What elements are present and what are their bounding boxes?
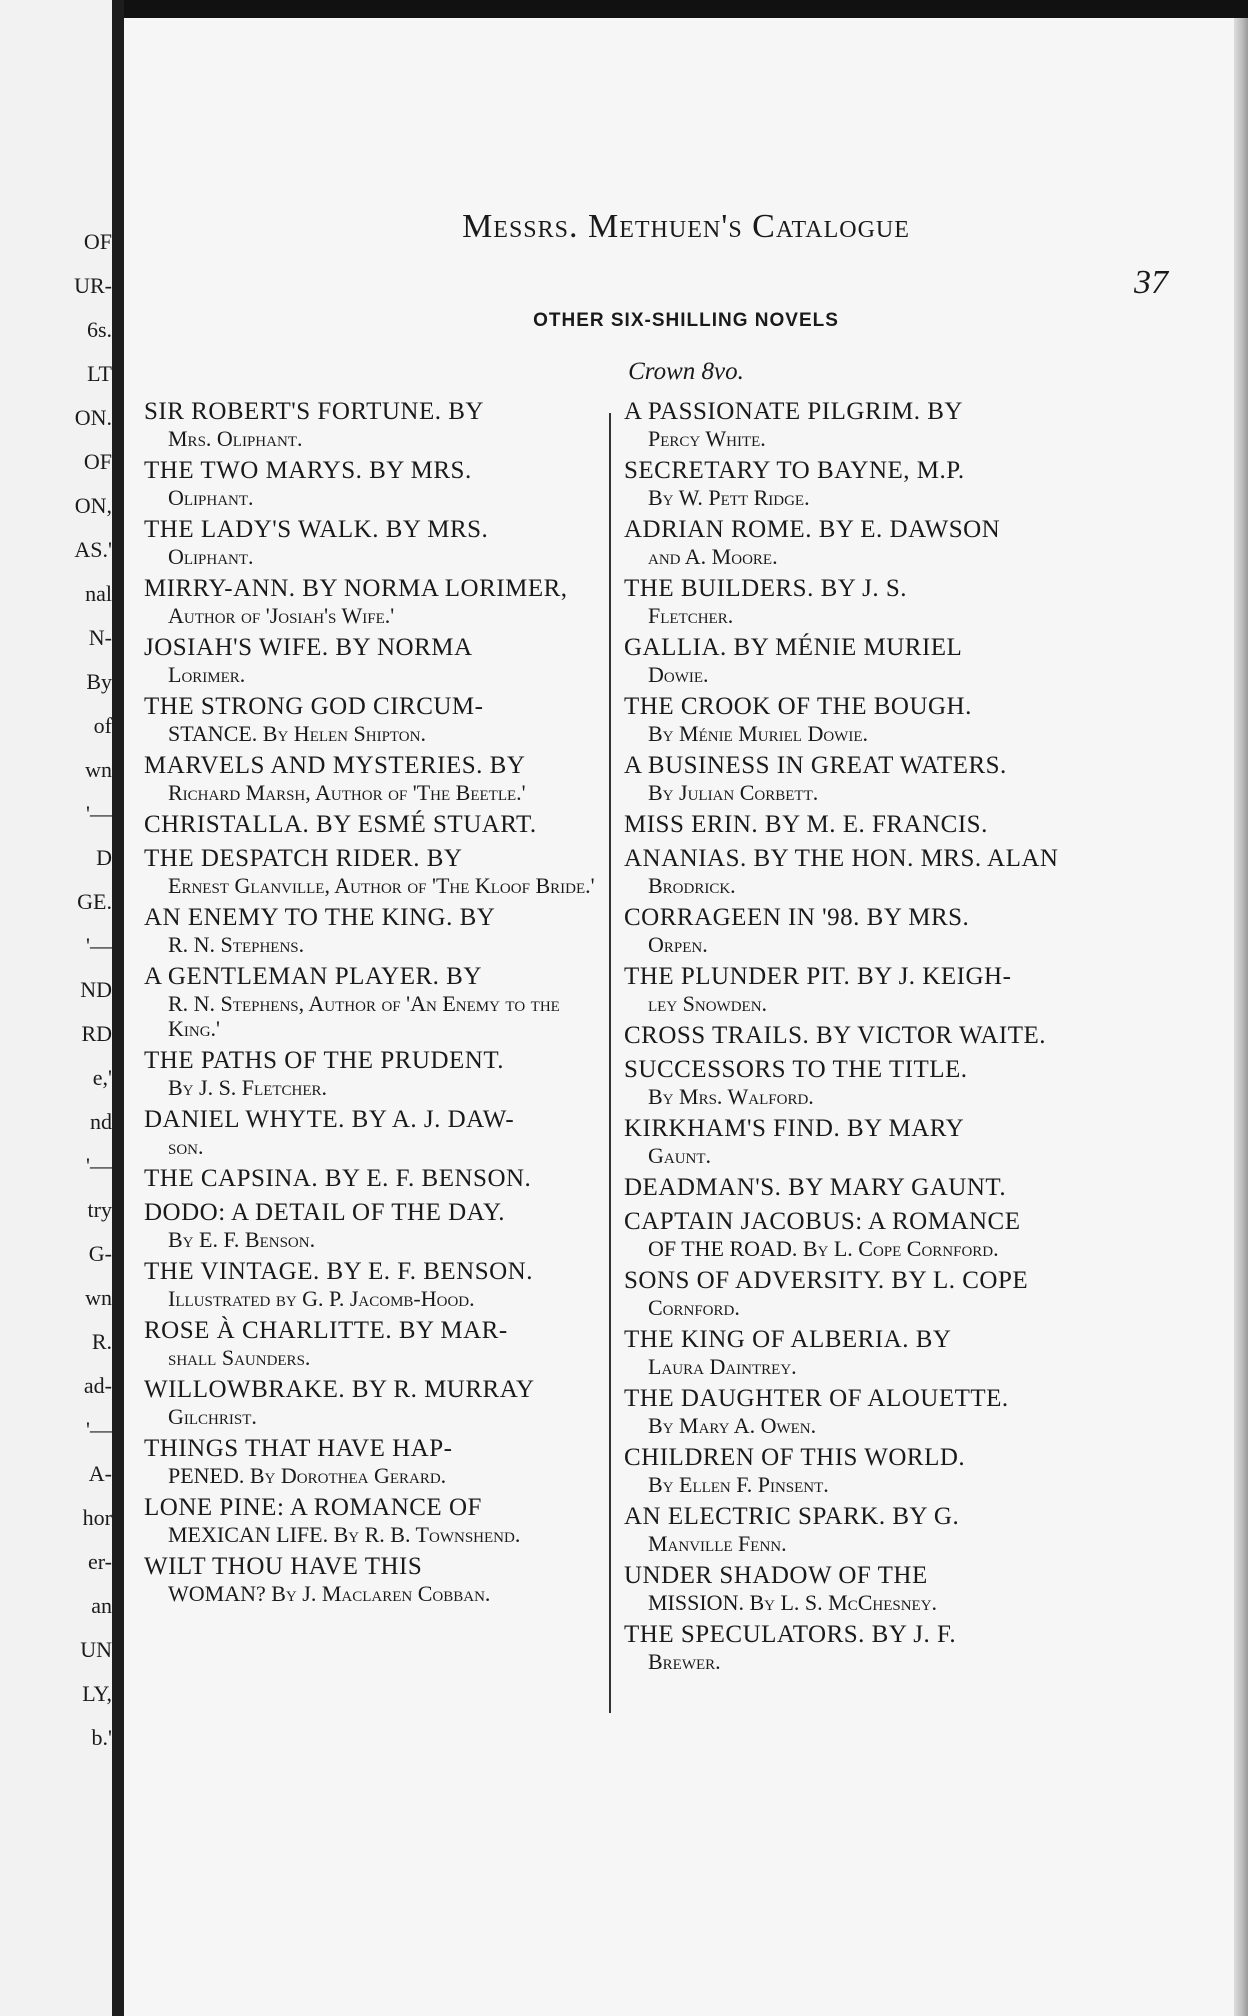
book-title: LONE PINE: A ROMANCE OF [144,1494,482,1521]
book-entry [624,634,1084,687]
margin-fragment: OF [83,449,112,474]
book-author: Laura Daintrey. [648,1354,797,1379]
book-entry [624,963,1084,1016]
book-title: ANANIAS. BY THE HON. MRS. ALAN [624,845,1059,872]
book-author: By Ellen F. Pinsent. [648,1472,829,1497]
margin-fragment: wn [85,757,112,782]
book-title: THE DAUGHTER OF ALOUETTE. [624,1385,1009,1412]
book-title: CAPTAIN JACOBUS: A ROMANCE [624,1208,1021,1235]
book-entry [624,575,1084,628]
margin-fragment: b.' [91,1725,112,1750]
book-entry [144,1199,604,1252]
book-title: AN ELECTRIC SPARK. BY G. [624,1503,960,1530]
book-title: SONS OF ADVERSITY. BY L. COPE [624,1267,1029,1294]
book-entry [624,1503,1084,1556]
book-title: ROSE À CHARLITTE. BY MAR- [144,1317,508,1344]
book-title: MARVELS AND MYSTERIES. BY [144,752,526,779]
margin-fragment: A- [88,1461,112,1486]
book-author: Orpen. [648,932,708,957]
book-author: ley Snowden. [648,991,768,1016]
book-author: Ernest Glanville, Author of 'The Kloof Bride.' [168,873,595,898]
book-author: and A. Moore. [648,544,778,569]
margin-fragment: ON. [74,405,112,430]
book-author: Gaunt. [648,1143,712,1168]
book-entry [624,1326,1084,1379]
book-author: Dowie. [648,662,709,687]
margin-fragment: '— [86,801,112,826]
book-author: By Mrs. Walford. [648,1084,814,1109]
book-title: THE CAPSINA. BY E. F. BENSON. [144,1165,532,1192]
margin-fragment: '— [86,933,112,958]
book-entry [144,963,604,1041]
right-column [624,398,1084,1680]
margin-fragment: nal [85,581,112,606]
book-entry [624,1022,1084,1050]
book-entry [144,904,604,957]
book-author: Lorimer. [168,662,246,687]
book-entry [144,1317,604,1370]
book-entry [144,398,604,451]
book-author: Oliphant. [168,544,254,569]
book-title: GALLIA. BY MÉNIE MURIEL [624,634,963,661]
book-entry [144,1258,604,1311]
margin-fragment: D [96,845,112,870]
book-author: Gilchrist. [168,1404,257,1429]
book-entry [144,457,604,510]
book-entry [144,634,604,687]
book-author: By W. Pett Ridge. [648,485,810,510]
book-title: CHILDREN OF THIS WORLD. [624,1444,966,1471]
book-title: SIR ROBERT'S FORTUNE. BY [144,398,484,425]
book-title: DEADMAN'S. BY MARY GAUNT. [624,1174,1007,1201]
book-title: THINGS THAT HAVE HAP- [144,1435,453,1462]
book-title: KIRKHAM'S FIND. BY MARY [624,1115,965,1142]
book-title: SECRETARY TO BAYNE, M.P. [624,457,965,484]
book-entry [624,904,1084,957]
page-number: 37 [1134,264,1168,301]
book-entry [144,811,604,839]
margin-fragment: AS.' [74,537,112,562]
margin-fragment: LY, [82,1681,112,1706]
book-title: THE DESPATCH RIDER. BY [144,845,463,872]
book-entry [144,1553,604,1606]
margin-fragment: N- [88,625,112,650]
book-title: AN ENEMY TO THE KING. BY [144,904,496,931]
adjacent-page-fragment [0,0,118,2016]
book-author: WOMAN? By J. Maclaren Cobban. [168,1581,491,1606]
book-title: THE BUILDERS. BY J. S. [624,575,908,602]
book-entry [144,1165,604,1193]
book-author: Manville Fenn. [648,1531,787,1556]
book-entry [144,752,604,805]
book-author: Illustrated by G. P. Jacomb-Hood. [168,1286,475,1311]
book-author: PENED. By Dorothea Gerard. [168,1463,447,1488]
margin-fragment: e,' [92,1065,112,1090]
book-title: ADRIAN ROME. BY E. DAWSON [624,516,1001,543]
book-title: CHRISTALLA. BY ESMÉ STUART. [144,811,537,838]
margin-fragment: of [93,713,112,738]
book-entry [624,1385,1084,1438]
book-title: UNDER SHADOW OF THE [624,1562,928,1589]
book-title: A PASSIONATE PILGRIM. BY [624,398,963,425]
margin-fragment: ON, [74,493,112,518]
book-author: By Ménie Muriel Dowie. [648,721,868,746]
margin-fragment: G- [88,1241,112,1266]
book-title: THE TWO MARYS. BY MRS. [144,457,472,484]
book-author: son. [168,1134,204,1159]
book-author: OF THE ROAD. By L. Cope Cornford. [648,1236,999,1261]
margin-fragment: '— [86,1417,112,1442]
book-title: A BUSINESS IN GREAT WATERS. [624,752,1007,779]
book-entry [624,1621,1084,1674]
book-author: R. N. Stephens. [168,932,305,957]
book-author: Brodrick. [648,873,736,898]
book-entry [144,693,604,746]
margin-fragment: LT [87,361,112,386]
margin-fragment: UN [80,1637,112,1662]
book-title: WILLOWBRAKE. BY R. MURRAY [144,1376,535,1403]
book-title: DANIEL WHYTE. BY A. J. DAW- [144,1106,515,1133]
margin-fragment: OF [83,229,112,254]
margin-fragment: ad- [83,1373,112,1398]
column-divider [609,413,611,1713]
book-author: Fletcher. [648,603,734,628]
book-title: CORRAGEEN IN '98. BY MRS. [624,904,970,931]
book-title: THE PLUNDER PIT. BY J. KEIGH- [624,963,1012,990]
book-entry [624,1056,1084,1109]
book-author: Percy White. [648,426,766,451]
margin-fragment: er- [88,1549,112,1574]
book-author: By E. F. Benson. [168,1227,316,1252]
margin-fragment: ND [80,977,112,1002]
book-title: CROSS TRAILS. BY VICTOR WAITE. [624,1022,1047,1049]
book-author: By J. S. Fletcher. [168,1075,328,1100]
book-entry [624,1174,1084,1202]
book-entry [144,1494,604,1547]
book-entry [624,752,1084,805]
book-entry [624,457,1084,510]
margin-fragment: UR- [74,273,112,298]
book-author: R. N. Stephens, Author of 'An Enemy to the King.' [168,991,560,1041]
book-title: THE STRONG GOD CIRCUM- [144,693,484,720]
book-title: WILT THOU HAVE THIS [144,1553,423,1580]
book-entry [624,845,1084,898]
margin-fragment: GE. [77,889,112,914]
book-author: shall Saunders. [168,1345,311,1370]
book-author: Cornford. [648,1295,740,1320]
margin-fragment: an [91,1593,112,1618]
section-title: OTHER SIX-SHILLING NOVELS [533,310,839,331]
book-title: THE CROOK OF THE BOUGH. [624,693,972,720]
book-entry [624,1444,1084,1497]
book-entry [144,1376,604,1429]
book-author: MEXICAN LIFE. By R. B. Townshend. [168,1522,521,1547]
book-author: Author of 'Josiah's Wife.' [168,603,395,628]
book-title: THE VINTAGE. BY E. F. BENSON. [144,1258,533,1285]
margin-fragment: '— [86,1153,112,1178]
book-entry [624,693,1084,746]
catalogue-page [124,18,1248,2016]
book-title: THE SPECULATORS. BY J. F. [624,1621,957,1648]
book-author: Richard Marsh, Author of 'The Beetle.' [168,780,526,805]
book-author: MISSION. By L. S. McChesney. [648,1590,938,1615]
book-title: DODO: A DETAIL OF THE DAY. [144,1199,506,1226]
book-title: MISS ERIN. BY M. E. FRANCIS. [624,811,988,838]
book-entry [624,811,1084,839]
book-author: Oliphant. [168,485,254,510]
book-author: Mrs. Oliphant. [168,426,303,451]
book-entry [144,1435,604,1488]
margin-fragment: RD [81,1021,112,1046]
margin-fragment: 6s. [86,317,112,342]
book-title: THE PATHS OF THE PRUDENT. [144,1047,504,1074]
margin-fragment: By [86,669,112,694]
book-entry [144,575,604,628]
book-title: THE LADY'S WALK. BY MRS. [144,516,489,543]
book-title: JOSIAH'S WIFE. BY NORMA [144,634,473,661]
margin-fragment: R. [91,1329,112,1354]
book-author: By Julian Corbett. [648,780,819,805]
book-author: By Mary A. Owen. [648,1413,817,1438]
book-title: A GENTLEMAN PLAYER. BY [144,963,482,990]
book-author: Brewer. [648,1649,721,1674]
book-entry [624,1267,1084,1320]
catalogue-title: Messrs. Methuen's Catalogue [462,208,910,245]
left-column [144,398,604,1612]
book-entry [624,1208,1084,1261]
book-title: MIRRY-ANN. BY NORMA LORIMER, [144,575,568,602]
book-entry [144,1106,604,1159]
book-entry [144,516,604,569]
book-title: THE KING OF ALBERIA. BY [624,1326,952,1353]
margin-fragment: hor [82,1505,112,1530]
format-note: Crown 8vo. [628,358,744,385]
book-entry [144,845,604,898]
book-entry [624,1562,1084,1615]
book-entry [624,398,1084,451]
book-entry [144,1047,604,1100]
margin-fragment: nd [90,1109,112,1134]
book-title: SUCCESSORS TO THE TITLE. [624,1056,968,1083]
book-entry [624,516,1084,569]
book-author: STANCE. By Helen Shipton. [168,721,426,746]
margin-fragment: try [87,1197,112,1222]
book-spine [112,0,124,2016]
book-entry [624,1115,1084,1168]
margin-fragment: wn [85,1285,112,1310]
